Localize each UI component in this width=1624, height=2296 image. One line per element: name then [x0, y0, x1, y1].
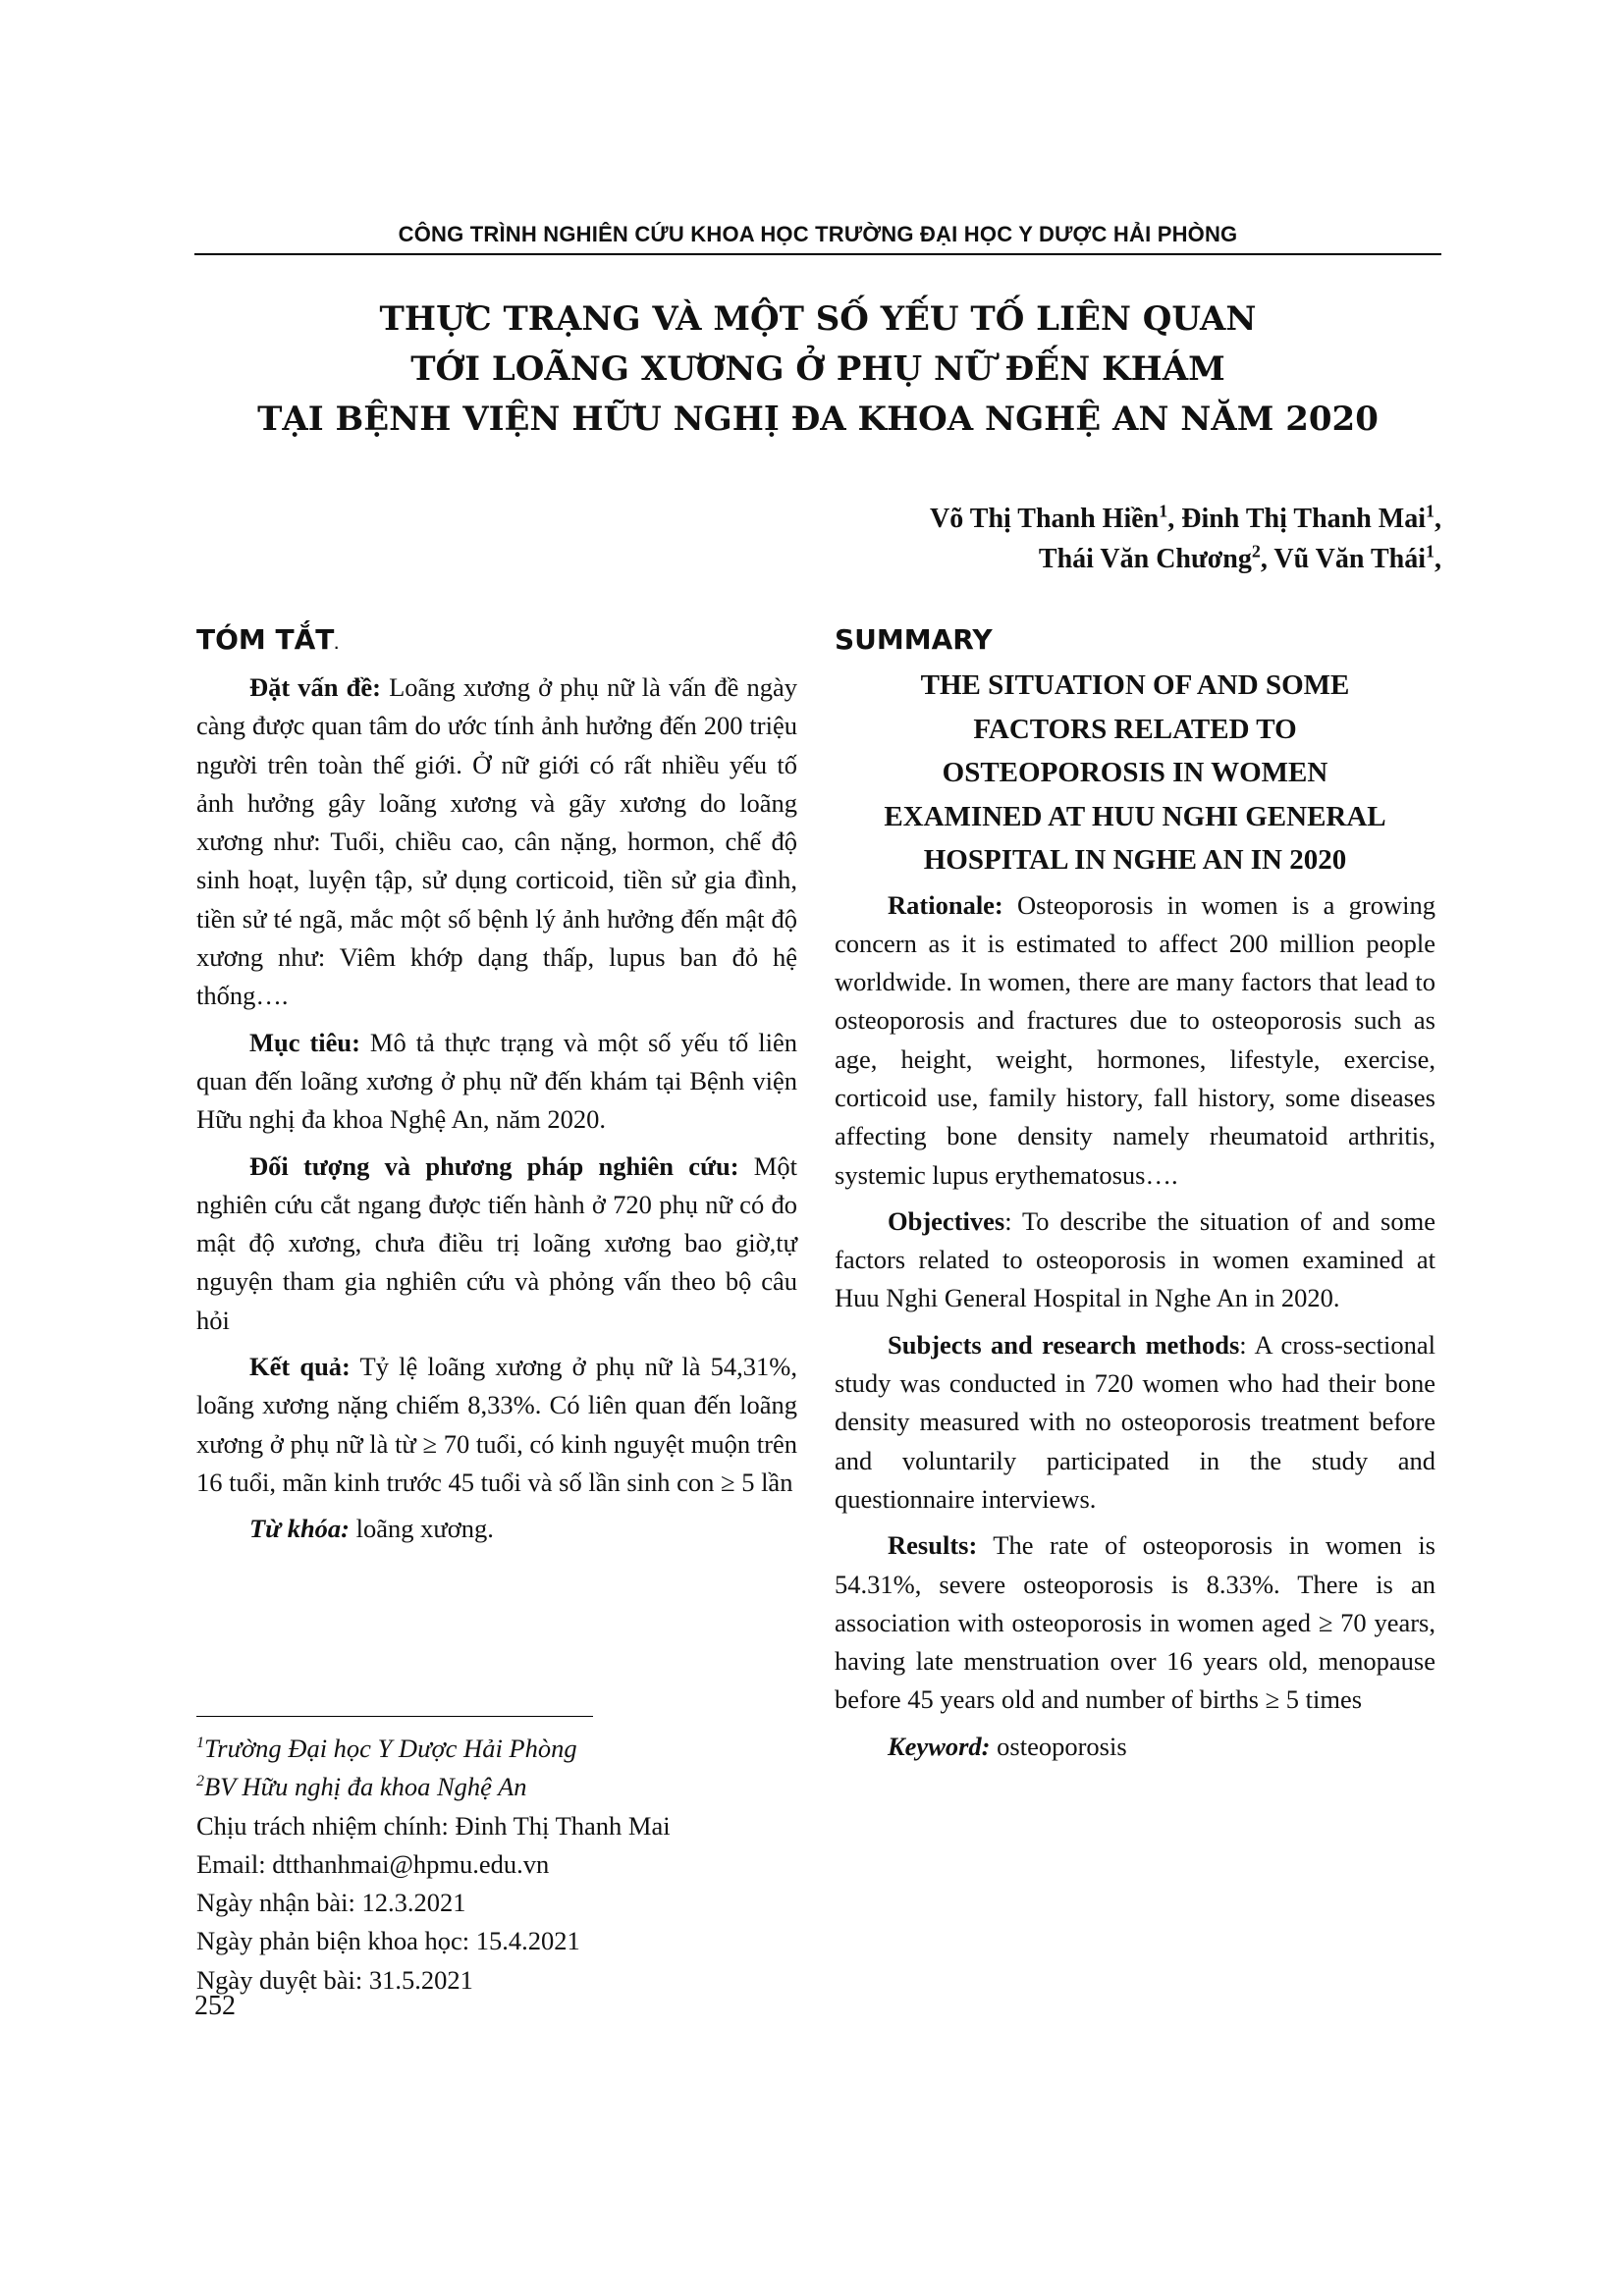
affiliation-2: $^2$BV Hữu nghị đa khoa Nghệ An	[196, 1772, 527, 1802]
email: Email: dtthanhmai@hpmu.edu.vn	[196, 1848, 550, 1879]
abstract-paragraph: Đối tượng và phương pháp nghiên cứu: Một nghiên cứu cắt ngang được tiến hành ở 720 phụ nữ có đo mật độ xương, chưa điều trị loãng xương bao giờ,tự nguyện tham gia nghiên cứu và phỏng vấn theo bộ câu hỏi	[196, 1150, 797, 1335]
affiliation-1: $^1$Trường Đại học Y Dược Hải Phòng	[196, 1734, 577, 1763]
author-line-2: Thái Văn Chương$^2$, Vũ Văn Thái$^1$,	[1038, 541, 1441, 574]
author-list	[930, 499, 1441, 579]
author-name: Võ Thị Thanh Hiền	[930, 504, 1160, 534]
abstract-paragraph: Mục tiêu: Mô tả thực trạng và một số yếu tố liên quan đến loãng xương ở phụ nữ đến khám tại Bệnh viện Hữu nghị đa khoa Nghệ An, năm 2020.	[196, 1027, 797, 1135]
article-title-en	[835, 664, 1435, 882]
paragraph-label: Từ khóa:	[249, 1514, 351, 1544]
abstract-paragraph: Đặt vấn đề: Loãng xương ở phụ nữ là vấn đề ngày càng được quan tâm do ước tính ảnh hưởng đến 200 triệu người trên toàn thế giới. Ở nữ giới có rất nhiều yếu tố ảnh hưởng gây loãng xương và gãy xương do loãng xương như: Tuổi, chiều cao, cân nặng, hormon, chế độ sinh hoạt, luyện tập, sử dụng corticoid, tiền sử gia đình, tiền sử té ngã, mắc một số bệnh lý ảnh hưởng đến mật độ xương như: Viêm khớp dạng thấp, lupus ban đỏ hệ thống….	[196, 672, 797, 1011]
author-line-1: Võ Thị Thanh Hiền$^1$, Đinh Thị Thanh Mai$^1$,	[930, 501, 1441, 534]
title-line: TẠI BỆNH VIỆN HỮU NGHỊ ĐA KHOA NGHỆ AN NĂM 2020	[257, 400, 1379, 439]
footnotes	[196, 1730, 825, 2000]
accepted-date: Ngày duyệt bài: 31.5.2021	[196, 1964, 473, 1995]
article-title-vi	[194, 294, 1441, 445]
title-line: EXAMINED AT HUU NGHI GENERAL	[884, 800, 1386, 832]
paragraph-label: Subjects and research methods	[888, 1329, 1240, 1360]
title-line: TỚI LOÃNG XƯƠNG Ở PHỤ NỮ ĐẾN KHÁM	[410, 349, 1225, 389]
paragraph-label: Kết quả:	[249, 1352, 351, 1382]
running-header: CÔNG TRÌNH NGHIÊN CỨU KHOA HỌC TRƯỜNG ĐẠI HỌC Y DƯỢC HẢI PHÒNG	[398, 222, 1238, 246]
paragraph-label: Mục tiêu:	[249, 1027, 360, 1057]
corresponding-author: Chịu trách nhiệm chính: Đinh Thị Thanh Mai	[196, 1810, 671, 1841]
title-line: OSTEOPOROSIS IN WOMEN	[942, 757, 1328, 788]
paragraph-label: Keyword:	[888, 1731, 991, 1761]
affiliation-marker: 1	[1426, 501, 1435, 521]
affiliation-marker: 1	[1426, 541, 1435, 561]
author-name: Vũ Văn Thái	[1273, 544, 1426, 574]
abstract-paragraph: Subjects and research methods: A cross-sectional study was conducted in 720 women who had their bone density measured with no osteoporosis treatment before and voluntarily participated in the study and questionnaire interviews.	[835, 1329, 1435, 1514]
title-line: THE SITUATION OF AND SOME	[920, 669, 1350, 701]
paragraph-label: Đối tượng và phương pháp nghiên cứu:	[249, 1150, 739, 1181]
section-heading: TÓM TẮT.	[196, 623, 339, 656]
abstract-paragraph: Results: The rate of osteoporosis in women is 54.31%, severe osteoporosis is 8.33%. There is an association with osteoporosis in women aged ≥ 70 years, having late menstruation over 16 years old, menopause before 45 years old and number of births ≥ 5 times	[835, 1530, 1435, 1715]
author-name: Đinh Thị Thanh Mai	[1181, 504, 1426, 534]
author-name: Thái Văn Chương	[1038, 544, 1252, 574]
review-date: Ngày phản biện khoa học: 15.4.2021	[196, 1926, 580, 1956]
keywords: Keyword: osteoporosis	[888, 1731, 1127, 1761]
affiliation-marker: 2	[1251, 541, 1261, 561]
title-line: HOSPITAL IN NGHE AN IN 2020	[923, 844, 1347, 876]
title-line: THỰC TRẠNG VÀ MỘT SỐ YẾU TỐ LIÊN QUAN	[379, 299, 1257, 339]
header-divider	[194, 253, 1441, 255]
title-line: FACTORS RELATED TO	[973, 713, 1297, 745]
paragraph-label: Objectives	[888, 1205, 1005, 1236]
abstract-paragraph: Objectives: To describe the situation of and some factors related to osteoporosis in women examined at Huu Nghi General Hospital in Nghe An in 2020.	[835, 1205, 1435, 1313]
paragraph-label: Rationale:	[888, 889, 1003, 920]
affiliation-marker: 1	[1159, 501, 1168, 521]
page-number: 252	[194, 1991, 236, 2021]
paragraph-label: Đặt vấn đề:	[249, 672, 381, 702]
section-heading: SUMMARY	[835, 623, 993, 656]
footnote-divider	[196, 1716, 593, 1717]
abstract-en	[835, 618, 1435, 1774]
received-date: Ngày nhận bài: 12.3.2021	[196, 1888, 466, 1918]
paragraph-label: Results:	[888, 1530, 978, 1561]
abstract-paragraph: Kết quả: Tỷ lệ loãng xương ở phụ nữ là 54,31%, loãng xương nặng chiếm 8,33%. Có liên quan đến loãng xương ở phụ nữ là từ ≥ 70 tuổi, có kinh nguyệt muộn trên 16 tuổi, mãn kinh trước 45 tuổi và số lần sinh con ≥ 5 lần	[196, 1352, 797, 1497]
abstract-vi	[196, 618, 797, 1557]
keywords: Từ khóa: loãng xương.	[249, 1514, 494, 1544]
abstract-paragraph: Rationale: Osteoporosis in women is a growing concern as it is estimated to affect 200 million people worldwide. In women, there are many factors that lead to osteoporosis and fractures due to osteoporosis such as age, height, weight, hormones, lifestyle, exercise, corticoid use, family history, fall history, some diseases affecting bone density namely rheumatoid arthritis, systemic lupus erythematosus….	[835, 889, 1435, 1190]
